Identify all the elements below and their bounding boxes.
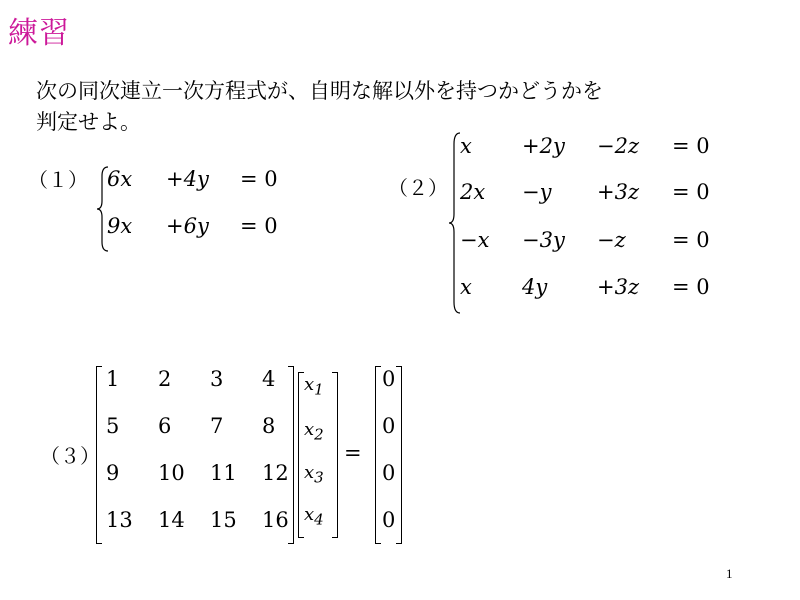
matrix-cell: 15 — [210, 508, 237, 532]
eq2-row4-term2: 4y — [522, 275, 548, 299]
eq1-row2-term2: +6y — [166, 214, 209, 238]
matrix-cell: 4 — [262, 367, 276, 391]
eq2-row3-term1: −x — [460, 228, 490, 252]
instruction-text — [36, 76, 756, 138]
matrix-left-bracket — [96, 366, 102, 544]
vector-right-bracket — [332, 372, 338, 538]
matrix-cell: 13 — [106, 508, 133, 532]
matrix-cell: 3 — [210, 367, 224, 391]
rhs-cell: 0 — [382, 461, 396, 485]
eq2-row2-term3: +3z — [597, 180, 640, 204]
vector-x4: $x_4$ — [304, 504, 324, 529]
eq2-row1-term3: −2z — [597, 134, 640, 158]
eq2-row4-term3: +3z — [597, 275, 640, 299]
instruction-line-1: 次の同次連立一次方程式が、自明な解以外を持つかどうかを — [36, 79, 603, 103]
eq2-row3-term3: −z — [597, 228, 626, 252]
matrix-cell: 1 — [106, 367, 120, 391]
vector-x1: $x_1$ — [304, 374, 324, 399]
eq2-row4-term1: x — [460, 275, 472, 299]
eq2-row1-term1: x — [460, 134, 472, 158]
eq2-row2-rhs: = 0 — [672, 180, 710, 204]
matrix-cell: 7 — [210, 414, 224, 438]
eq2-row4-rhs: = 0 — [672, 275, 710, 299]
eq2-row3-rhs: = 0 — [672, 228, 710, 252]
matrix-cell: 5 — [106, 414, 120, 438]
eq1-row2-term1: 9x — [107, 214, 133, 238]
matrix-cell: 14 — [158, 508, 185, 532]
matrix-cell: 9 — [106, 461, 120, 485]
eq2-row3-term2: −3y — [522, 228, 565, 252]
eq2-row1-rhs: = 0 — [672, 134, 710, 158]
eq1-row1-term2: +4y — [166, 167, 209, 191]
problem-3-label: （３） — [40, 444, 100, 468]
matrix-cell: 16 — [262, 508, 289, 532]
eq2-row2-term1: 2x — [460, 180, 486, 204]
equals-sign: = — [344, 441, 362, 465]
eq2-row1-term2: +2y — [522, 134, 565, 158]
vector-x3: $x_3$ — [304, 462, 324, 487]
matrix-cell: 10 — [158, 461, 185, 485]
rhs-right-bracket — [396, 366, 402, 544]
eq1-row2-rhs: = 0 — [240, 214, 278, 238]
rhs-left-bracket — [375, 366, 381, 544]
eq2-row2-term2: −y — [522, 180, 552, 204]
problem-1-label: （１） — [28, 168, 88, 192]
matrix-cell: 8 — [262, 414, 276, 438]
rhs-cell: 0 — [382, 367, 396, 391]
matrix-cell: 2 — [158, 367, 172, 391]
matrix-cell: 11 — [210, 461, 237, 485]
slide-title: 練習 — [8, 16, 70, 51]
eq1-row1-term1: 6x — [107, 167, 133, 191]
matrix-cell: 6 — [158, 414, 172, 438]
problem-2-label: （２） — [388, 176, 448, 200]
page-number: 1 — [726, 566, 733, 581]
rhs-cell: 0 — [382, 508, 396, 532]
rhs-cell: 0 — [382, 414, 396, 438]
vector-x2: $x_2$ — [304, 419, 324, 444]
matrix-right-bracket — [288, 366, 294, 544]
eq1-row1-rhs: = 0 — [240, 167, 278, 191]
instruction-line-2: 判定せよ。 — [36, 110, 141, 134]
matrix-cell: 12 — [262, 461, 289, 485]
